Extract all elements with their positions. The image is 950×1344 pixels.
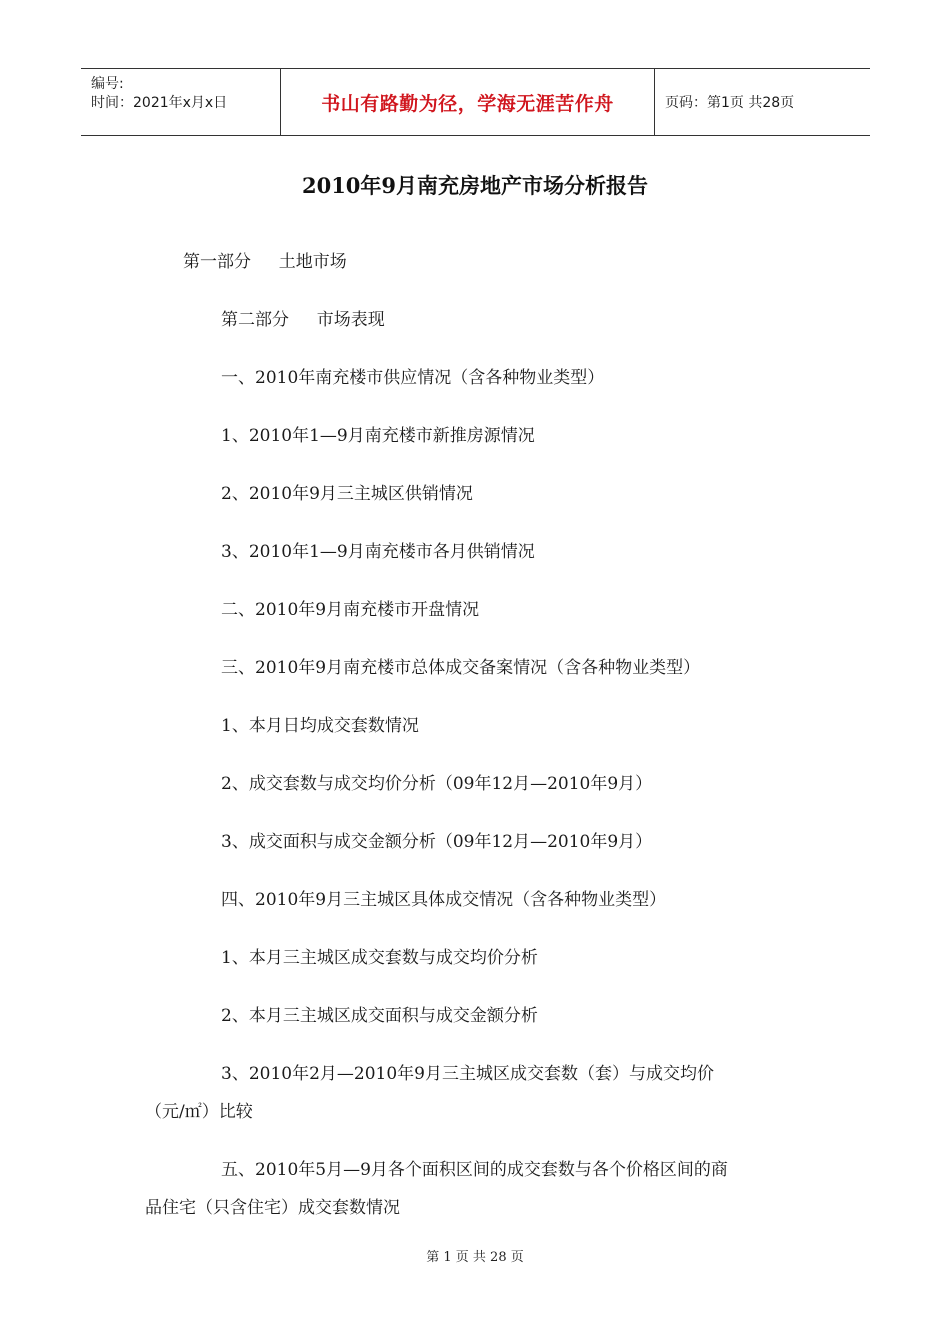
toc-line: 一、2010年南充楼市供应情况（含各种物业类型） [221, 368, 605, 388]
toc-line: 3、成交面积与成交金额分析（09年12月—2010年9月） [221, 832, 653, 852]
toc-line: 品住宅（只含住宅）成交套数情况 [145, 1198, 400, 1218]
toc-line: 第一部分 土地市场 [183, 252, 347, 272]
toc-line: 五、2010年5月—9月各个面积区间的成交套数与各个价格区间的商 [221, 1160, 728, 1180]
toc-line: 1、本月日均成交套数情况 [221, 716, 419, 736]
toc-line: （元/㎡）比较 [145, 1102, 253, 1122]
document-title: 2010年9月南充房地产市场分析报告 [301, 173, 649, 198]
toc-line: 1、本月三主城区成交套数与成交均价分析 [221, 948, 538, 968]
page-footer: 第 1 页 共 28 页 [426, 1250, 524, 1265]
toc-line: 第二部分 市场表现 [221, 310, 385, 330]
toc-line: 2、2010年9月三主城区供销情况 [221, 484, 473, 504]
header-motto-cell [281, 69, 655, 135]
doc-date-label: 时间：2021年x月x日 [91, 95, 228, 111]
header-page-cell [655, 69, 870, 135]
toc-line: 3、2010年2月—2010年9月三主城区成交套数（套）与成交均价 [221, 1064, 714, 1084]
toc-line: 四、2010年9月三主城区具体成交情况（含各种物业类型） [221, 890, 667, 910]
toc-line: 二、2010年9月南充楼市开盘情况 [221, 600, 480, 620]
header-meta-cell [81, 69, 281, 135]
doc-number-label: 编号: [91, 76, 124, 92]
page-info: 页码：第1页 共28页 [665, 95, 795, 111]
toc-line: 2、成交套数与成交均价分析（09年12月—2010年9月） [221, 774, 653, 794]
toc-line: 2、本月三主城区成交面积与成交金额分析 [221, 1006, 538, 1026]
header-table [81, 68, 870, 136]
toc-line: 3、2010年1—9月南充楼市各月供销情况 [221, 542, 535, 562]
motto-text: 书山有路勤为径，学海无涯苦作舟 [321, 92, 614, 115]
toc-line: 1、2010年1—9月南充楼市新推房源情况 [221, 426, 535, 446]
toc-line: 三、2010年9月南充楼市总体成交备案情况（含各种物业类型） [221, 658, 701, 678]
